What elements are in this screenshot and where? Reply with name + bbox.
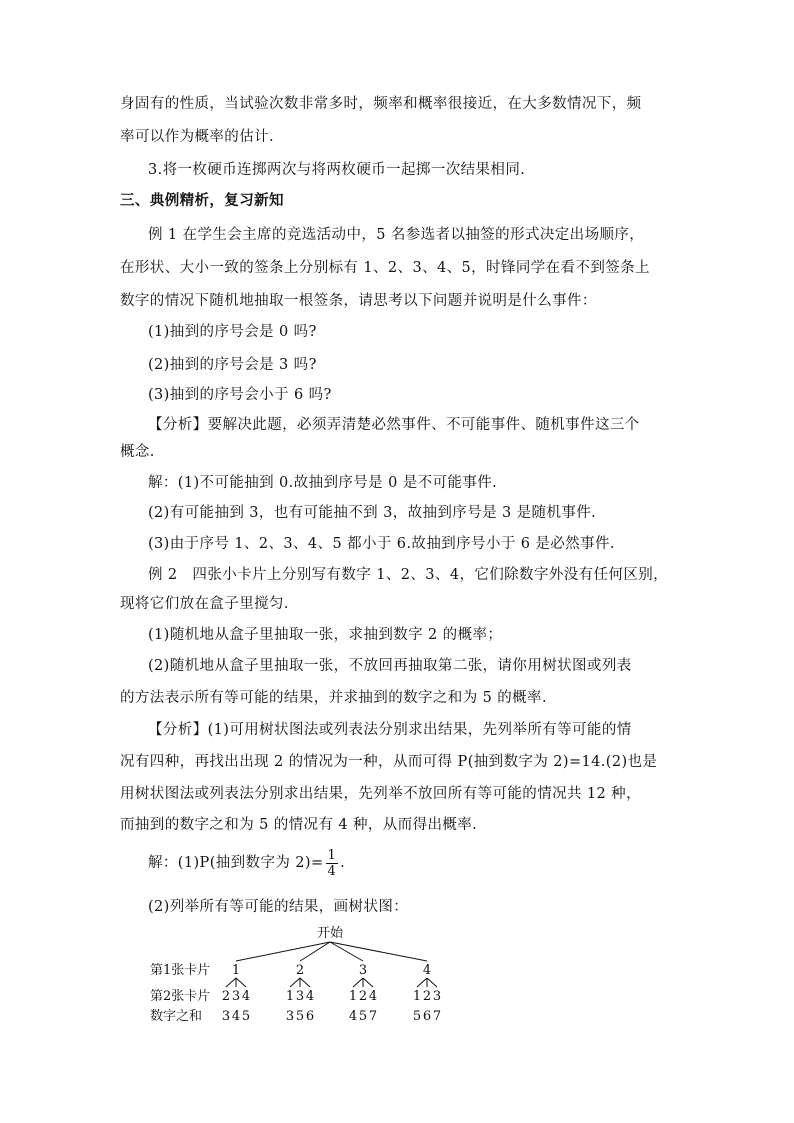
tree-node-second-card: 1 xyxy=(285,989,295,1004)
tree-node-sum: 6 xyxy=(422,1009,432,1024)
tree-branch-first-to-second xyxy=(290,978,300,987)
tree-node-sum: 7 xyxy=(368,1009,378,1024)
example-1-line: 例 1 在学生会主席的竞选活动中，5 名参选者以抽签的形式决定出场顺序， xyxy=(148,227,645,243)
example-1-line: 在形状、大小一致的签条上分别标有 1、2、3、4、5，时锋同学在看不到签条上 xyxy=(120,260,650,276)
tree-node-sum: 6 xyxy=(305,1009,315,1024)
section-heading: 三、典例精析，复习新知 xyxy=(120,193,284,209)
tree-node-second-card: 1 xyxy=(412,989,422,1004)
example-2-question-2: (2)随机地从盒子里抽取一张，不放回再抽取第二张，请你用树状图或列表 xyxy=(148,658,632,674)
solution-2-part-1 xyxy=(148,846,345,880)
paragraph-line: 身固有的性质，当试验次数非常多时，频率和概率很接近，在大多数情况下，频 xyxy=(120,96,642,112)
row-label-first-card: 第1张卡片 xyxy=(150,963,211,978)
paragraph-line: 率可以作为概率的估计. xyxy=(120,129,275,145)
tree-node-sum: 3 xyxy=(285,1009,295,1024)
question-2: (2)抽到的序号会是 3 吗? xyxy=(148,357,317,373)
tree-branch-first-to-second xyxy=(417,978,427,987)
tree-node-sum: 3 xyxy=(221,1009,231,1024)
tree-node-second-card: 4 xyxy=(368,989,378,1004)
analysis-2-line: 况有四种，再找出出现 2 的情况为一种，从而可得 P(抽到数字为 2)=14.(2)也是 xyxy=(120,754,658,770)
tree-branch-first-to-second xyxy=(353,978,363,987)
question-3: (3)抽到的序号会小于 6 吗? xyxy=(148,387,332,403)
tree-node-sum: 5 xyxy=(412,1009,422,1024)
tree-node-second-card: 2 xyxy=(358,989,368,1004)
tree-branch-root-to-first xyxy=(330,942,427,961)
tree-node-second-card: 3 xyxy=(231,989,241,1004)
analysis-2-line: 【分析】(1)可用树状图法或列表法分别求出结果，先列举所有等可能的情 xyxy=(148,722,632,738)
example-2-line: 现将它们放在盒子里搅匀. xyxy=(120,596,289,612)
tree-node-second-card: 4 xyxy=(305,989,315,1004)
tree-node-second-card: 3 xyxy=(295,989,305,1004)
fraction-denominator: 4 xyxy=(327,863,337,879)
analysis-2-line: 用树状图法或列表法分别求出结果，先列举不放回所有等可能的情况共 12 种， xyxy=(120,786,641,802)
paragraph-line: 3.将一枚硬币连掷两次与将两枚硬币一起掷一次结果相同. xyxy=(148,162,526,178)
tree-node-second-card: 4 xyxy=(241,989,251,1004)
tree-node-first-card: 1 xyxy=(231,963,241,978)
tree-node-second-card: 2 xyxy=(422,989,432,1004)
tree-branch-first-to-second xyxy=(226,978,236,987)
tree-branches xyxy=(226,942,437,987)
tree-node-sum: 7 xyxy=(432,1009,442,1024)
tree-node-sum: 4 xyxy=(231,1009,241,1024)
tree-node-sum: 5 xyxy=(241,1009,251,1024)
solution-1-line: 解：(1)不可能抽到 0.故抽到序号是 0 是不可能事件. xyxy=(148,475,498,491)
tree-node-first-card: 2 xyxy=(295,963,305,978)
tree-node-second-card: 2 xyxy=(221,989,231,1004)
analysis-2-line: 而抽到的数字之和为 5 的情况有 4 种，从而得出概率. xyxy=(120,817,478,833)
tree-branch-first-to-second xyxy=(236,978,246,987)
tree-root-label: 开始 xyxy=(316,926,344,941)
tree-node-first-card: 4 xyxy=(422,963,432,978)
tree-branch-first-to-second xyxy=(427,978,437,987)
tree-nodes xyxy=(222,963,441,1024)
tree-node-sum: 5 xyxy=(358,1009,368,1024)
tree-branch-first-to-second xyxy=(300,978,310,987)
row-label-second-card: 第2张卡片 xyxy=(150,989,211,1004)
tree-diagram xyxy=(140,920,480,1030)
solution-2-prefix: 解：(1)P(抽到数字为 2)= xyxy=(148,855,324,871)
tree-node-sum: 4 xyxy=(348,1009,358,1024)
tree-node-sum: 5 xyxy=(295,1009,305,1024)
solution-1-line: (2)有可能抽到 3，也有可能抽不到 3，故抽到序号是 3 是随机事件. xyxy=(148,505,597,521)
tree-node-second-card: 3 xyxy=(432,989,442,1004)
example-2-question-2: 的方法表示所有等可能的结果，并求抽到的数字之和为 5 的概率. xyxy=(120,690,547,706)
analysis-1-line: 【分析】要解决此题，必须弄清楚必然事件、不可能事件、随机事件这三个 xyxy=(148,417,640,433)
row-label-sum: 数字之和 xyxy=(150,1009,203,1024)
example-2-question-1: (1)随机地从盒子里抽取一张，求抽到数字 2 的概率； xyxy=(148,627,503,643)
solution-2-part-2: (2)列举所有等可能的结果，画树状图： xyxy=(148,899,409,915)
example-1-line: 数字的情况下随机地抽取一根签条，请思考以下问题并说明是什么事件： xyxy=(120,293,597,309)
solution-1-line: (3)由于序号 1、2、3、4、5 都小于 6.故抽到序号小于 6 是必然事件. xyxy=(148,536,615,552)
period: . xyxy=(340,855,346,871)
fraction xyxy=(326,848,339,879)
tree-node-second-card: 1 xyxy=(348,989,358,1004)
question-1: (1)抽到的序号会是 0 吗? xyxy=(148,324,317,340)
analysis-1-line: 概念. xyxy=(120,444,155,460)
fraction-numerator: 1 xyxy=(327,847,337,863)
tree-node-first-card: 3 xyxy=(358,963,368,978)
example-2-line: 例 2 四张小卡片上分别写有数字 1、2、3、4，它们除数字外没有任何区别， xyxy=(148,567,669,583)
tree-branch-first-to-second xyxy=(363,978,373,987)
